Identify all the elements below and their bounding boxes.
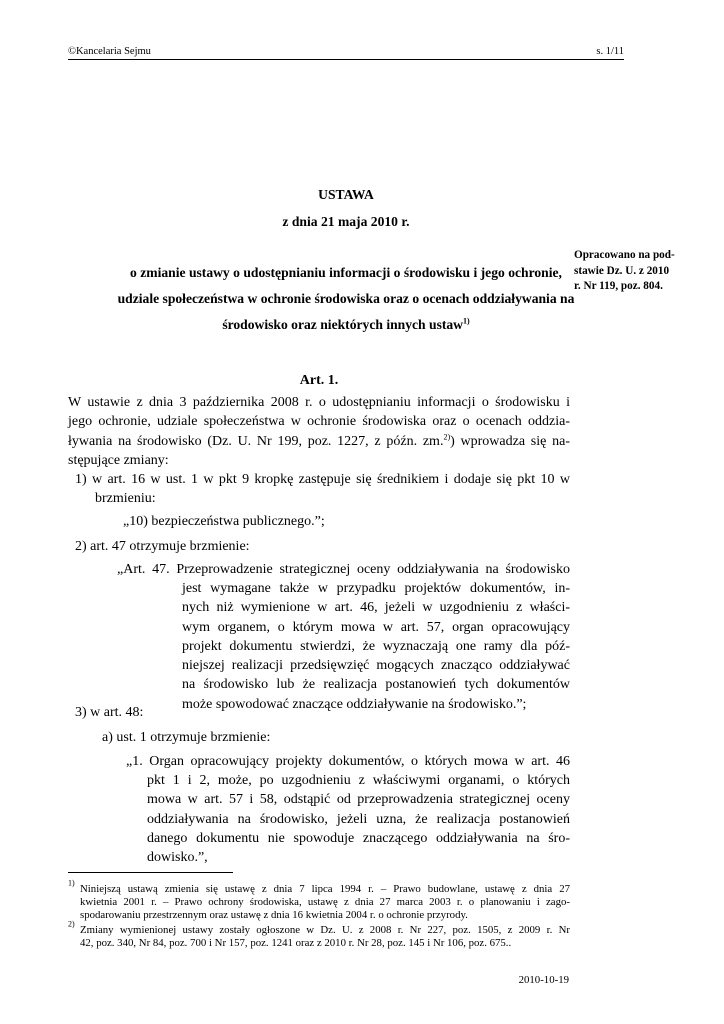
side-note-line: Opracowano na pod- <box>574 249 675 261</box>
footnote-1 <box>80 883 570 922</box>
ust1-line: dowisko.”, <box>147 850 208 866</box>
intro-line: stępujące zmiany: <box>68 452 169 468</box>
art47-line: wym organem, o którym mowa w art. 57, organ opracowujący <box>182 619 570 635</box>
act-subject-line-2: udziale społeczeństwa w ochronie środowiska oraz o ocenach oddziaływania na <box>117 291 575 306</box>
art47-line: projekt dokumentu stwierdzi, że wyznaczają one ramy dla póź- <box>182 638 570 654</box>
art47-line: na środowisko lub że realizacja postanowień tych dokumentów <box>182 677 570 693</box>
point-1 <box>75 470 570 509</box>
footnote-line: Zmiany wymienionej ustawy zostały ogłoszone w Dz. U. z 2008 r. Nr 227, poz. 1505, z 2009 r. Nr <box>80 924 570 936</box>
point-2: 2) art. 47 otrzymuje brzmienie: <box>75 539 250 554</box>
ust1-line: oddziaływania na środowisko, jeżeli uzna, że realizacja postanowień <box>147 811 570 827</box>
header-source: ©Kancelaria Sejmu <box>68 46 151 57</box>
ust1-first <box>126 752 570 771</box>
footnote-2 <box>80 924 570 950</box>
footnote-2-sup: 2) <box>68 919 75 929</box>
footnote-line: Niniejszą ustawą zmienia się ustawę z dnia 7 lipca 1994 r. – Prawo budowlane, ustawę z dnia 27 <box>80 883 570 895</box>
footnote-line: 42, poz. 340, Nr 84, poz. 700 i Nr 157, poz. 1241 oraz z 2010 r. Nr 28, poz. 145 i Nr 106, poz. 675.. <box>80 937 512 949</box>
point-1-line: 1) w art. 16 w ust. 1 w pkt 9 kropkę zastępuje się średnikiem i dodaje się pkt 10 w <box>75 472 570 487</box>
ust1-line: „1. Organ opracowujący projekty dokumentów, o których mowa w art. 46 <box>126 754 570 769</box>
footnote-line: kwietnia 2001 r. – Prawo ochrony środowiska, ustawę z dnia 27 marca 2003 r. o planowaniu i zago- <box>80 896 570 908</box>
art47-line: jest wymagane także w przypadku projektów dokumentów, in- <box>182 581 570 596</box>
ust1-body <box>147 771 570 867</box>
art47-line: może spowodować znaczące oddziaływanie na środowisko.”; <box>182 696 527 712</box>
intro-line: jego ochronie, udziale społeczeństwa w ochronie środowiska oraz o ocenach oddzia- <box>68 414 570 430</box>
footnote-rule <box>68 872 233 873</box>
intro-line <box>68 432 570 451</box>
art47-line: nych niż wymienione w art. 46, jeżeli w uzgodnieniu z właści- <box>182 600 570 616</box>
act-subject-line-3 <box>68 317 624 333</box>
article-heading: Art. 1. <box>299 373 339 388</box>
header-rule <box>68 59 624 60</box>
side-note-line: stawie Dz. U. z 2010 <box>574 264 670 277</box>
intro-text: ływania na środowisko (Dz. U. Nr 199, poz. 1227, z późn. zm. <box>68 433 444 449</box>
article-intro <box>68 393 570 470</box>
art47-line: niejszej realizacji przedsięwzięć mogących znacząco oddziaływać <box>182 658 570 674</box>
ust1-line: danego dokumentu nie spowoduje znaczącego oddziaływania na śro- <box>147 830 570 846</box>
ust1-line: pkt 1 i 2, może, po uzgodnieniu z właściwymi organami, o których <box>147 773 570 788</box>
act-subject-line-1: o zmianie ustawy o udostępnianiu informacji o środowisku i jego ochronie, <box>130 265 562 280</box>
footnote-1-marker <box>68 878 75 894</box>
footnote-1-sup: 1) <box>68 878 75 888</box>
side-note <box>574 248 694 295</box>
side-note-line: r. Nr 119, poz. 804. <box>574 280 663 292</box>
point-1-quote: „10) bezpieczeństwa publicznego.”; <box>123 514 325 529</box>
act-date: z dnia 21 maja 2010 r. <box>282 214 410 229</box>
art47-line: „Art. 47. Przeprowadzenie strategicznej oceny oddziaływania na środowisko <box>117 562 570 577</box>
footnote-ref-1[interactable]: 1) <box>463 316 470 326</box>
ust1-line: mowa w art. 57 i 58, odstąpić od przeprowadzenia strategicznej oceny <box>147 792 570 808</box>
footer-date: 2010-10-19 <box>518 974 569 986</box>
intro-line: W ustawie z dnia 3 października 2008 r. o udostępnianiu informacji o środowisku i <box>68 395 570 410</box>
footnote-2-marker <box>68 919 75 935</box>
point-1-line: brzmieniu: <box>95 491 156 507</box>
act-type-heading: USTAWA <box>318 187 374 202</box>
point-3a: a) ust. 1 otrzymuje brzmienie: <box>102 730 271 745</box>
footnote-ref-2[interactable]: 2) <box>443 431 451 441</box>
page-number: s. 1/11 <box>596 46 624 57</box>
point-3: 3) w art. 48: <box>75 705 144 720</box>
footnote-line: spodarowaniu przestrzennym oraz ustawę z dnia 16 kwietnia 2004 r. o ochronie przyrody. <box>80 909 468 921</box>
intro-text: ) wprowadza się na- <box>450 433 570 449</box>
art47-body <box>182 579 570 714</box>
art47-first-line <box>117 560 570 579</box>
act-subject-text: środowisko oraz niektórych innych ustaw <box>222 317 463 332</box>
